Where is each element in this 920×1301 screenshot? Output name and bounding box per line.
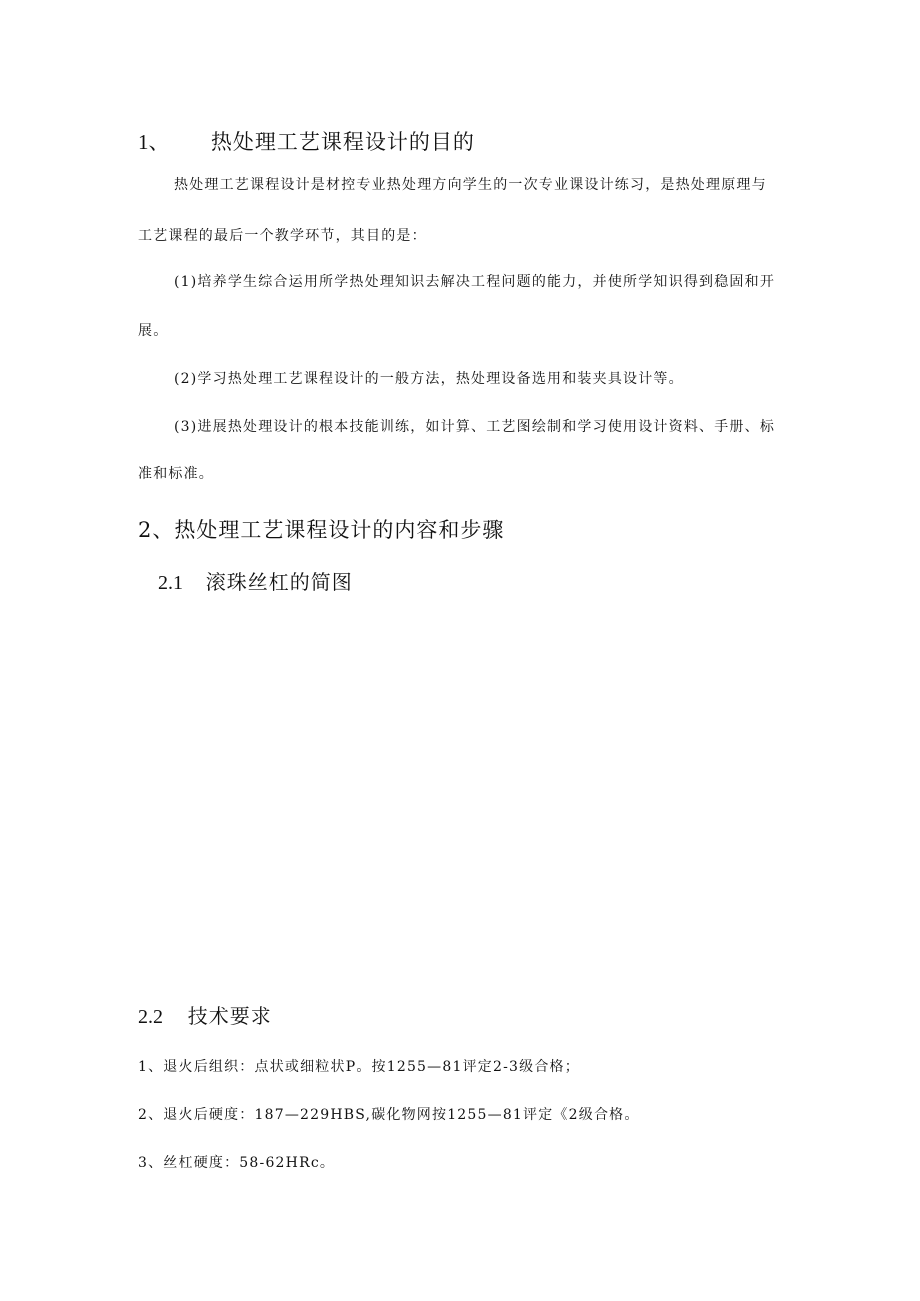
objective-item-1-line-2: 展。 [138,323,169,339]
intro-paragraph-line-2: 工艺课程的最后一个教学环节，其目的是： [138,228,427,244]
objective-item-2: (2)学习热处理工艺课程设计的一般方法，热处理设备选用和装夹具设计等。 [174,371,684,387]
section-1-number: 1、 [138,130,170,154]
subsection-2-2-title: 技术要求 [187,1004,272,1028]
subsection-2-1-number: 2.1 [158,572,183,594]
ball-screw-diagram-placeholder [138,608,782,980]
objective-item-3-line-1: (3)进展热处理设计的根本技能训练，如计算、工艺图绘制和学习使用设计资料、手册、标 [174,419,776,435]
section-2-heading: 2、热处理工艺课程设计的内容和步骤 [138,518,505,542]
subsection-2-1-heading [158,566,353,595]
requirement-3: 3、丝杠硬度：58-62HRc。 [138,1155,336,1171]
objective-item-1-line-1: (1)培养学生综合运用所学热处理知识去解决工程问题的能力，并使所学知识得到稳固和开 [174,274,776,290]
subsection-2-1-title: 滚珠丝杠的简图 [205,570,353,594]
section-1-title: 热处理工艺课程设计的目的 [210,130,475,154]
requirement-2: 2、退火后硬度：187—229HBS,碳化物网按1255—81评定《2级合格。 [138,1107,640,1123]
subsection-2-2-number: 2.2 [138,1006,163,1028]
requirement-1: 1、退火后组织：点状或细粒状P。按1255—81评定2-3级合格； [138,1059,580,1075]
subsection-2-2-heading [138,1000,272,1029]
intro-paragraph-line-1: 热处理工艺课程设计是材控专业热处理方向学生的一次专业课设计练习，是热处理原理与 [174,177,767,193]
objective-item-3-line-2: 准和标准。 [138,466,214,482]
section-1-heading [138,126,475,156]
